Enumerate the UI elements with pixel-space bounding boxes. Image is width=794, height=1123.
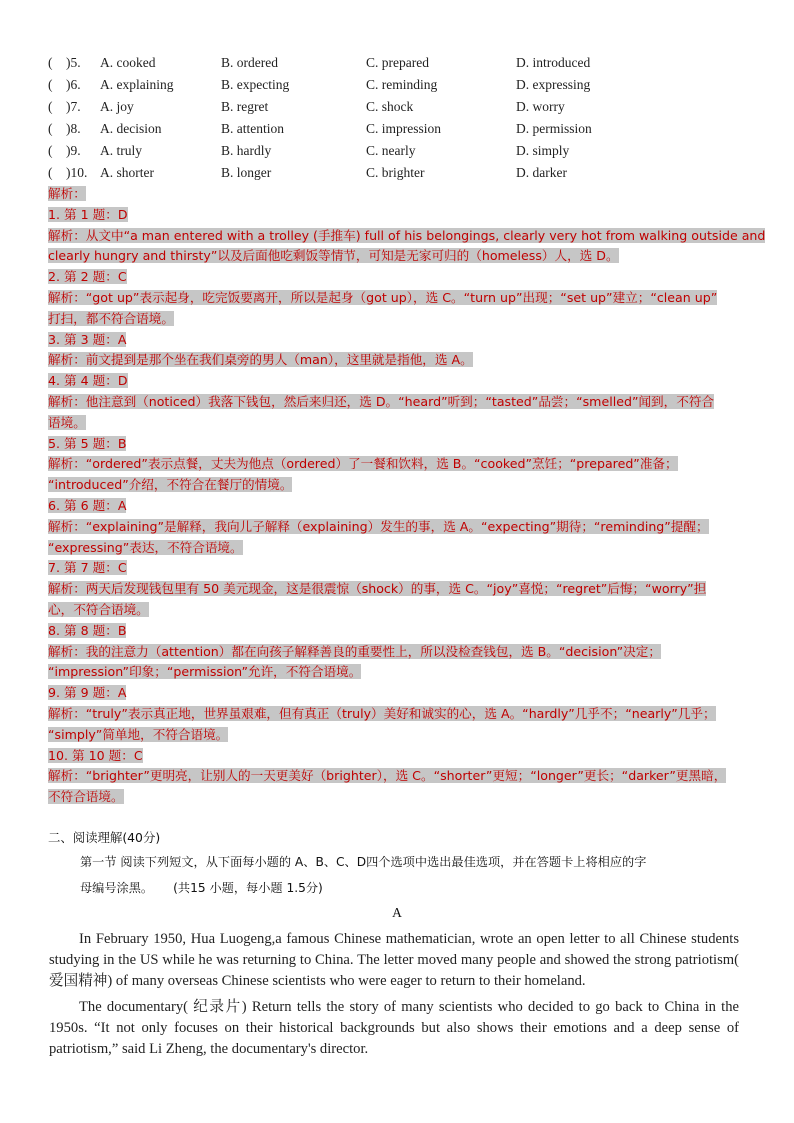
analysis-line-text: 10. 第 10 题：C xyxy=(48,747,143,763)
analysis-line xyxy=(48,350,746,371)
option-d: D. worry xyxy=(516,99,565,114)
option-b: B. ordered xyxy=(221,55,278,70)
question-number: ( )7. xyxy=(48,99,81,114)
option-d: D. expressing xyxy=(516,77,591,92)
analysis-line-text: “simply”简单地，不符合语境。 xyxy=(48,726,229,742)
analysis-line xyxy=(48,704,746,725)
question-number: ( )8. xyxy=(48,121,81,136)
option-c: C. nearly xyxy=(366,143,416,158)
analysis-line-text: “expressing”表达，不符合语境。 xyxy=(48,539,243,555)
analysis-line-text: 语境。 xyxy=(48,414,86,430)
option-d: D. darker xyxy=(516,165,567,180)
analysis-line-text: 解析：两天后发现钱包里有 50 美元现金，这是很震惊（shock）的事，选 C。“joy”喜悦；“regret”后悔；“worry”担 xyxy=(48,581,707,597)
analysis-line xyxy=(48,454,746,475)
analysis-line xyxy=(48,226,766,247)
analysis-line xyxy=(48,621,746,642)
option-b: B. expecting xyxy=(221,77,290,92)
analysis-line-text: 7. 第 7 题：C xyxy=(48,560,127,576)
analysis-line xyxy=(48,787,746,808)
analysis-line xyxy=(48,475,746,496)
analysis-line xyxy=(48,371,746,392)
analysis-line xyxy=(48,330,746,351)
section-instruction-line2 xyxy=(80,877,740,899)
option-c: C. reminding xyxy=(366,77,438,92)
analysis-line xyxy=(48,517,746,538)
option-a: A. explaining xyxy=(100,77,174,92)
option-a: A. decision xyxy=(100,121,162,136)
analysis-line-text: 解析：“explaining”是解释，我向儿子解释（explaining）发生的事，选 A。“expecting”期待；“reminding”提醒； xyxy=(48,518,709,534)
analysis-line-text: 解析：我的注意力（attention）都在向孩子解释善良的重要性上，所以没检查钱包，选 B。“decision”决定； xyxy=(48,643,661,659)
analysis-line xyxy=(48,413,746,434)
analysis-line xyxy=(48,392,746,413)
question-number: ( )5. xyxy=(48,55,81,70)
option-b: B. regret xyxy=(221,99,269,114)
option-b: B. longer xyxy=(221,165,272,180)
analysis-line-text: 9. 第 9 题：A xyxy=(48,685,127,701)
section-instruction-line1: 第一节 阅读下列短文，从下面每小题的 A、B、C、D四个选项中选出最佳选项，并在答题卡上将相应的字 xyxy=(80,855,647,869)
option-row xyxy=(48,74,768,96)
analysis-line xyxy=(48,538,746,559)
passage-paragraph-2 xyxy=(49,997,739,1060)
analysis-heading xyxy=(48,184,746,205)
option-row xyxy=(48,52,768,74)
analysis-line-text: 心，不符合语境。 xyxy=(48,601,149,617)
analysis-line-text: 解析：“brighter”更明亮，让别人的一天更美好（brighter），选 C。“shorter”更短；“longer”更长；“darker”更黑暗， xyxy=(48,768,727,784)
analysis-line-text: 解析：他注意到（noticed）我落下钱包，然后来归还，选 D。“heard”听到；“tasted”品尝；“smelled”闻到，不符合 xyxy=(48,393,715,409)
analysis-line-text: 1. 第 1 题：D xyxy=(48,206,128,222)
question-number: ( )6. xyxy=(48,77,81,92)
option-row xyxy=(48,96,768,118)
analysis-line xyxy=(48,496,746,517)
question-number: ( )9. xyxy=(48,143,81,158)
analysis-line-text: clearly hungry and thirsty”以及后面他吃剩饭等情节，可知是无家可归的（homeless）人，选 D。 xyxy=(48,248,619,264)
option-b: B. hardly xyxy=(221,143,272,158)
option-c: C. prepared xyxy=(366,55,429,70)
analysis-line-text: “impression”印象；“permission”允许，不符合语境。 xyxy=(48,664,362,680)
analysis-line xyxy=(48,309,746,330)
option-d: D. permission xyxy=(516,121,592,136)
option-a: A. cooked xyxy=(100,55,156,70)
analysis-line-text: 8. 第 8 题：B xyxy=(48,622,127,638)
analysis-line-text: 5. 第 5 题：B xyxy=(48,435,127,451)
analysis-line xyxy=(48,434,746,455)
analysis-line-text: 解析： xyxy=(48,186,86,201)
question-number: ( )10. xyxy=(48,165,88,180)
option-b: B. attention xyxy=(221,121,284,136)
analysis-line-text: 打扫，都不符合语境。 xyxy=(48,310,174,326)
option-row xyxy=(48,140,768,162)
answer-analysis xyxy=(48,184,766,808)
instruction-line2-text: 母编号涂黑。 xyxy=(80,881,154,895)
passage-paragraph-2-text: The documentary( 纪录片) Return tells the story of many scientists who decided to go back to China in the 1950s. “It not only focuses on their historical backgrounds but also shows their emotions and a deep sense of patriotism,” said Li Zheng, the documentary's director. xyxy=(49,999,739,1057)
analysis-line xyxy=(48,246,746,267)
option-a: A. shorter xyxy=(100,165,154,180)
passage-paragraph-1-text: In February 1950, Hua Luogeng,a famous Chinese mathematician, wrote an open letter to all Chinese students studying in the US while he was returning to China. The letter moved many people and showed the strong patriotism( 爱国精神) of many overseas Chinese scientists who were eager to return to their homeland. xyxy=(49,931,739,989)
option-c: C. shock xyxy=(366,99,414,114)
passage-letter: A xyxy=(392,905,402,920)
option-a: A. truly xyxy=(100,143,142,158)
analysis-line xyxy=(48,558,746,579)
analysis-line xyxy=(48,205,746,226)
instruction-score-note: (共15 小题，每小题 1.5分) xyxy=(173,881,323,895)
analysis-line xyxy=(48,683,746,704)
option-c: C. brighter xyxy=(366,165,425,180)
analysis-line-text: 2. 第 2 题：C xyxy=(48,269,127,285)
option-row xyxy=(48,162,768,184)
option-row xyxy=(48,118,768,140)
analysis-line-text: 不符合语境。 xyxy=(48,789,124,805)
passage-paragraph-1 xyxy=(49,929,739,992)
analysis-line-text: “introduced”介绍，不符合在餐厅的情境。 xyxy=(48,477,293,493)
analysis-line xyxy=(48,725,746,746)
analysis-line-text: 解析：从文中“a man entered with a trolley (手推车) full of his belongings, clearly very hot from walking outside and xyxy=(48,227,766,243)
section-title: 二、阅读理解(40分) xyxy=(48,830,161,845)
analysis-line xyxy=(48,288,746,309)
analysis-line-text: 解析：“truly”表示真正地，世界虽艰难，但有真正（truly）美好和诚实的心，选 A。“hardly”几乎不；“nearly”几乎； xyxy=(48,705,716,721)
analysis-line-text: 解析：“ordered”表示点餐，丈夫为他点（ordered）了一餐和饮料，选 B。“cooked”烹饪；“prepared”准备； xyxy=(48,456,678,472)
analysis-line xyxy=(48,662,746,683)
option-a: A. joy xyxy=(100,99,134,114)
analysis-line-text: 解析：“got up”表示起身，吃完饭要离开，所以是起身（got up），选 C。“turn up”出现；“set up”建立；“clean up” xyxy=(48,289,718,305)
option-d: D. simply xyxy=(516,143,570,158)
analysis-line xyxy=(48,642,746,663)
analysis-line-text: 6. 第 6 题：A xyxy=(48,497,127,513)
analysis-line xyxy=(48,579,746,600)
option-c: C. impression xyxy=(366,121,442,136)
analysis-line xyxy=(48,746,746,767)
option-list xyxy=(48,52,768,184)
analysis-line-text: 3. 第 3 题：A xyxy=(48,331,127,347)
analysis-line xyxy=(48,600,746,621)
option-d: D. introduced xyxy=(516,55,591,70)
analysis-line xyxy=(48,766,746,787)
analysis-line xyxy=(48,267,746,288)
analysis-line-text: 4. 第 4 题：D xyxy=(48,373,128,389)
analysis-line-text: 解析：前文提到是那个坐在我们桌旁的男人（man），这里就是指他，选 A。 xyxy=(48,352,473,368)
